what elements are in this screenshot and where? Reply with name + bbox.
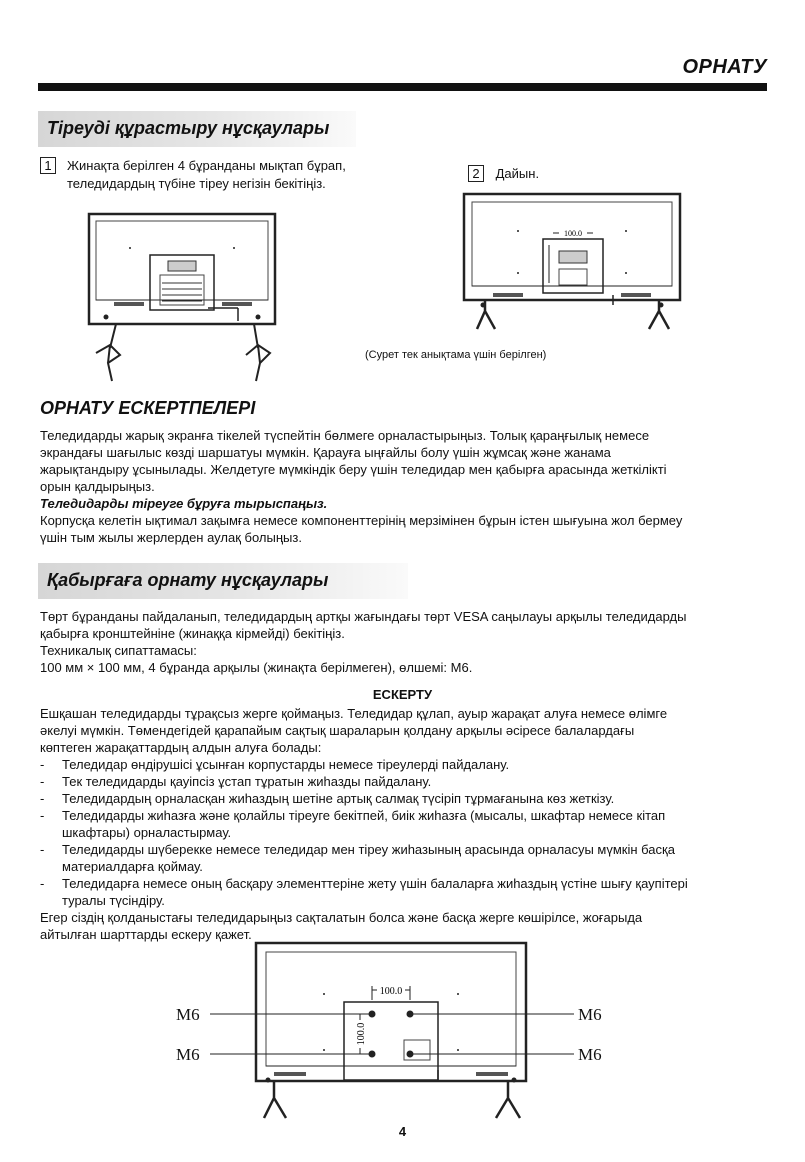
step1-line1: Жинақта берілген 4 бұранданы мықтап бұрап, <box>67 158 346 173</box>
step2-text: Дайын. <box>495 166 540 181</box>
caution-item <box>40 756 770 773</box>
caution-item-line: Теледидарға немесе оның басқару элементтеріне жету үшін балаларға жиһаздың үстіне шығу қаупітері <box>62 876 688 891</box>
warnings-p2-line2: үшін тым жылы жерлерден аулақ болыңыз. <box>40 530 302 545</box>
vesa-dim-horizontal: 100.0 <box>379 986 403 997</box>
dim-label-small: 100.0 <box>564 229 582 238</box>
caution-item-line: шкафтары) орналастырмау. <box>62 825 232 840</box>
warnings-p1-line3: жарықтандыру ұсынылады. Желдетуге мүмкіндік беру үшін теледидар мен қабырға арасында жеткілікті <box>40 462 667 477</box>
illustration-caption: (Сурет тек анықтама үшін берілген) <box>365 349 547 361</box>
caution-item <box>40 841 770 875</box>
list-dash: - <box>40 774 45 789</box>
m6-label-bottom-right: M6 <box>578 1045 602 1064</box>
step1 <box>40 157 420 191</box>
tv-ready-illustration <box>463 193 683 333</box>
list-dash: - <box>40 876 45 891</box>
caution-item-line: Теледидардың орналасқан жиһаздың шетіне артық салмақ түсіріп тұрмағанына көз жеткізу. <box>62 791 615 806</box>
caution-item-line: материалдарға қоймау. <box>62 859 203 874</box>
caution-item <box>40 790 770 807</box>
page-number: 4 <box>398 1124 407 1139</box>
tv-stand-assembly-illustration <box>88 213 278 388</box>
step1-number: 1 <box>40 157 56 174</box>
wall-line4: 100 мм × 100 мм, 4 бұранда арқылы (жинақта берілмеген), өлшемі: M6. <box>40 660 473 675</box>
caution-intro-3: көптеген жарақаттардың алдын алуға болады: <box>40 740 322 755</box>
caution-item-line: Теледидар өндірушісі ұсынған корпустарды немесе тіреулерді пайдалану. <box>62 757 510 772</box>
step1-line2: теледидардың түбіне тіреу негізін бекітіңіз. <box>67 176 326 191</box>
header-rule <box>38 83 767 91</box>
caution-item <box>40 807 770 841</box>
caution-item-line: туралы түсіндіру. <box>62 893 165 908</box>
caution-item <box>40 875 770 909</box>
caution-item-line: Тек теледидарды қауіпсіз ұстап тұратын жиһазды пайдалану. <box>62 774 432 789</box>
wall-line1: Төрт бұранданы пайдаланып, теледидардың артқы жағындағы төрт VESA саңылауы арқылы теледидарды <box>40 609 687 624</box>
caution-body <box>40 705 770 943</box>
caution-outro-2: айтылған шарттарды ескеру қажет. <box>40 927 252 942</box>
warnings-title: ОРНАТУ ЕСКЕРТПЕЛЕРІ <box>40 398 256 418</box>
list-dash: - <box>40 842 45 857</box>
caution-item-line: Теледидарды жиһазға және қолайлы тіреуге бекітпей, биік жиһазға (мысалы, шкафтар немесе кітап <box>62 808 666 823</box>
warnings-p1-line1: Теледидарды жарық экранға тікелей түспейтін бөлмеге орналастырыңыз. Толық қараңғылық немесе <box>40 428 650 443</box>
wall-line3: Техникалық сипаттамасы: <box>40 643 197 658</box>
stand-section-title: Тіреуді құрастыру нұсқаулары <box>47 118 330 138</box>
vesa-mount-diagram <box>176 942 616 1122</box>
caution-title: ЕСКЕРТУ <box>372 687 433 702</box>
stand-section-band <box>38 111 356 147</box>
warnings-p2-line1: Корпусқа келетін ықтимал зақымға немесе компоненттерінің мерзімінен бұрын істен шығуына жол бермеу <box>40 513 683 528</box>
list-dash: - <box>40 808 45 823</box>
caution-item-line: Теледидарды шүберекке немесе теледидар мен тіреу жиһазының арасында орналасуы мүмкін басқа <box>62 842 675 857</box>
warnings-body <box>40 427 770 546</box>
wall-section-band <box>38 563 408 599</box>
warnings-p1-line2: экрандағы шағылыс көзді шаршатуы мүмкін. Қарауға ыңғайлы болу үшін жұмсақ және жанама <box>40 445 611 460</box>
step2 <box>468 165 539 182</box>
m6-label-top-left: M6 <box>176 1005 200 1024</box>
caution-item <box>40 773 770 790</box>
caution-intro-1: Ешқашан теледидарды тұрақсыз жерге қоймаңыз. Теледидар құлап, ауыр жарақат алуға немесе өлімге <box>40 706 668 721</box>
wall-line2: қабырға кронштейніне (жинаққа кірмейді) бекітіңіз. <box>40 626 345 641</box>
step2-number: 2 <box>468 165 484 182</box>
warnings-p1-line4: орын қалдырыңыз. <box>40 479 155 494</box>
list-dash: - <box>40 791 45 806</box>
m6-label-bottom-left: M6 <box>176 1045 200 1064</box>
caution-outro-1: Егер сіздің қолданыстағы теледидарыңыз сақталатын болса және басқа жерге көшірілсе, жоғарыда <box>40 910 643 925</box>
wall-section-title: Қабырғаға орнату нұсқаулары <box>47 570 329 590</box>
m6-label-top-right: M6 <box>578 1005 602 1024</box>
list-dash: - <box>40 757 45 772</box>
vesa-holes <box>369 1011 414 1058</box>
wall-section-body <box>40 608 770 676</box>
page-header-title: ОРНАТУ <box>682 56 767 78</box>
vesa-dim-vertical: 100.0 <box>356 1022 367 1046</box>
warnings-bold-line: Теледидарды тіреуге бұруға тырыспаңыз. <box>40 496 328 511</box>
caution-intro-2: әкелуі мүмкін. Төмендегідей қарапайым сақтық шараларын қолдану арқылы әсіресе балалардағы <box>40 723 635 738</box>
